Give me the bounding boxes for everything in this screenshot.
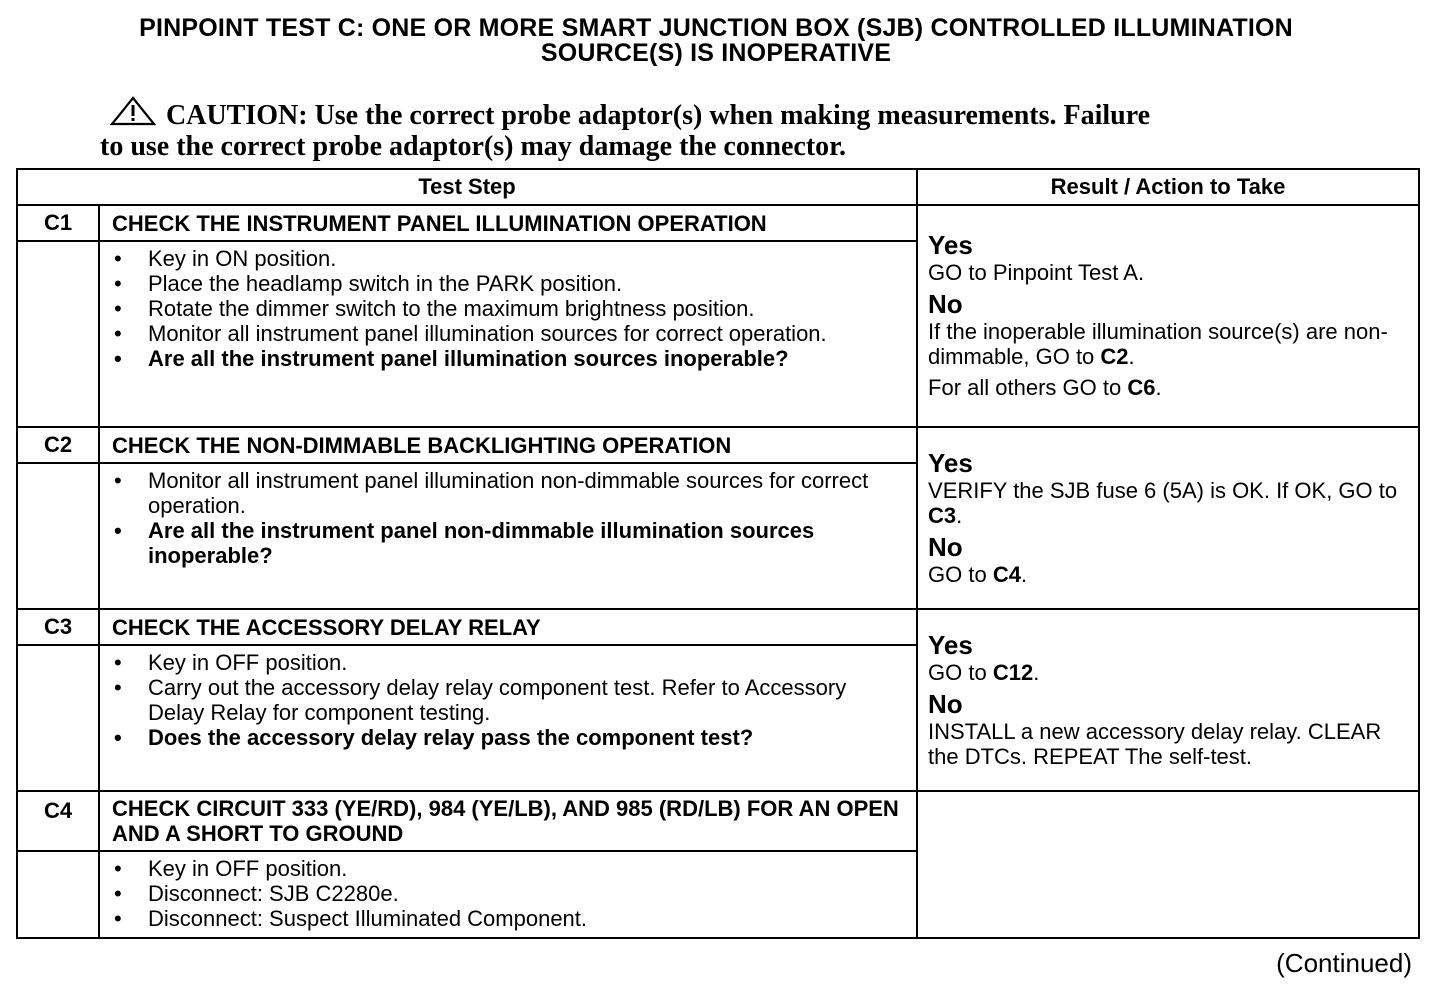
step-title: CHECK THE INSTRUMENT PANEL ILLUMINATION OPERATION [99,205,917,241]
header-test-step: Test Step [17,169,917,205]
step-id-spacer [17,241,99,427]
bullet-item: • Monitor all instrument panel illumination non-dimmable sources for correct operation. [114,468,906,518]
step-c3-title-row [17,609,1419,645]
step-id: C1 [17,205,99,241]
caution-block [100,96,1340,162]
step-c1-title-row [17,205,1419,241]
step-ref: C6 [1127,375,1156,400]
caution-text-2: to use the correct probe adaptor(s) may damage the connector. [100,131,847,162]
title-line-2: SOURCE(S) IS INOPERATIVE [540,39,892,67]
step-title: CHECK THE NON-DIMMABLE BACKLIGHTING OPERATION [99,427,917,463]
step-id: C2 [17,427,99,463]
step-c4-body [99,851,917,938]
bullet-item: • Disconnect: SJB C2280e. [114,881,906,906]
other-action-text: For all others GO to [928,375,1122,400]
bullet-item: • Monitor all instrument panel illumination sources for correct operation. [114,321,906,346]
step-c1-body [99,241,917,427]
step-id-spacer [17,645,99,791]
bullet-item: • Place the headlamp switch in the PARK position. [114,271,906,296]
step-c3-result [917,609,1419,791]
yes-label: Yes [928,629,973,660]
step-bullets [114,856,906,931]
step-id: C4 [17,791,99,851]
step-id: C3 [17,609,99,645]
step-question: • Does the accessory delay relay pass the component test? [114,725,906,750]
step-ref: C3 [928,502,957,528]
bullet-item: • Key in ON position. [114,246,906,271]
bullet-item: • Key in OFF position. [114,650,906,675]
page-title [0,16,1432,66]
pinpoint-test-table [16,168,1420,939]
step-c4-title-row [17,791,1419,851]
no-label: No [928,289,963,319]
continued-label: (Continued) [1276,948,1412,978]
step-c4-result [917,791,1419,938]
step-ref: C4 [992,561,1021,587]
step-question: • Are all the instrument panel illumination sources inoperable? [114,346,906,371]
step-c2-body [99,463,917,609]
caution-line-1 [100,96,1340,131]
step-bullets [114,650,906,750]
step-id-spacer [17,463,99,609]
bullet-item: • Disconnect: Suspect Illuminated Component. [114,906,906,931]
other-action: For all others GO to C6. [928,375,1162,400]
step-id-spacer [17,851,99,938]
bullet-item: • Rotate the dimmer switch to the maximum brightness position. [114,296,906,321]
no-label: No [928,688,963,719]
step-title: CHECK THE ACCESSORY DELAY RELAY [99,609,917,645]
table-header-row [17,169,1419,205]
step-title: CHECK CIRCUIT 333 (YE/RD), 984 (YE/LB), AND 985 (RD/LB) FOR AN OPEN AND A SHORT TO GROUND [99,791,917,851]
no-label: No [928,531,963,562]
yes-action-text: VERIFY the SJB fuse 6 (5A) is OK. If OK, GO to [928,477,1398,503]
caution-label: CAUTION: [166,100,308,131]
title-line-1: PINPOINT TEST C: ONE OR MORE SMART JUNCTION BOX (SJB) CONTROLLED ILLUMINATION [139,14,1293,42]
step-bullets [114,468,906,568]
step-ref: C2 [1100,344,1129,369]
caution-text-1: Use the correct probe adaptor(s) when making measurements. Failure [314,100,1151,131]
yes-action: GO to C12. [928,659,1040,685]
step-question: • Are all the instrument panel non-dimmable illumination sources inoperable? [114,518,906,568]
no-action: If the inoperable illumination source(s) are non-dimmable, GO to C2. [928,319,1388,369]
yes-action: VERIFY the SJB fuse 6 (5A) is OK. If OK, GO to C3. [928,477,1398,528]
step-ref: C12 [992,659,1034,685]
yes-label: Yes [928,447,973,478]
step-bullets [114,246,906,371]
header-result: Result / Action to Take [917,169,1419,205]
warning-triangle-icon [110,96,156,126]
yes-action-text: GO to [928,659,987,685]
step-c2-title-row [17,427,1419,463]
yes-label: Yes [928,230,973,260]
no-action-text: If the inoperable illumination source(s) are non-dimmable, GO to [928,319,1388,369]
bullet-item: • Key in OFF position. [114,856,906,881]
step-c1-result [917,205,1419,427]
step-c3-body [99,645,917,791]
yes-action: GO to Pinpoint Test A. [928,260,1145,285]
no-action: INSTALL a new accessory delay relay. CLEAR the DTCs. REPEAT The self-test. [928,718,1382,769]
no-action-text: GO to [928,561,987,587]
no-action: GO to C4. [928,561,1028,587]
bullet-item: • Carry out the accessory delay relay component test. Refer to Accessory Delay Relay for component testing. [114,675,906,725]
step-c2-result [917,427,1419,609]
